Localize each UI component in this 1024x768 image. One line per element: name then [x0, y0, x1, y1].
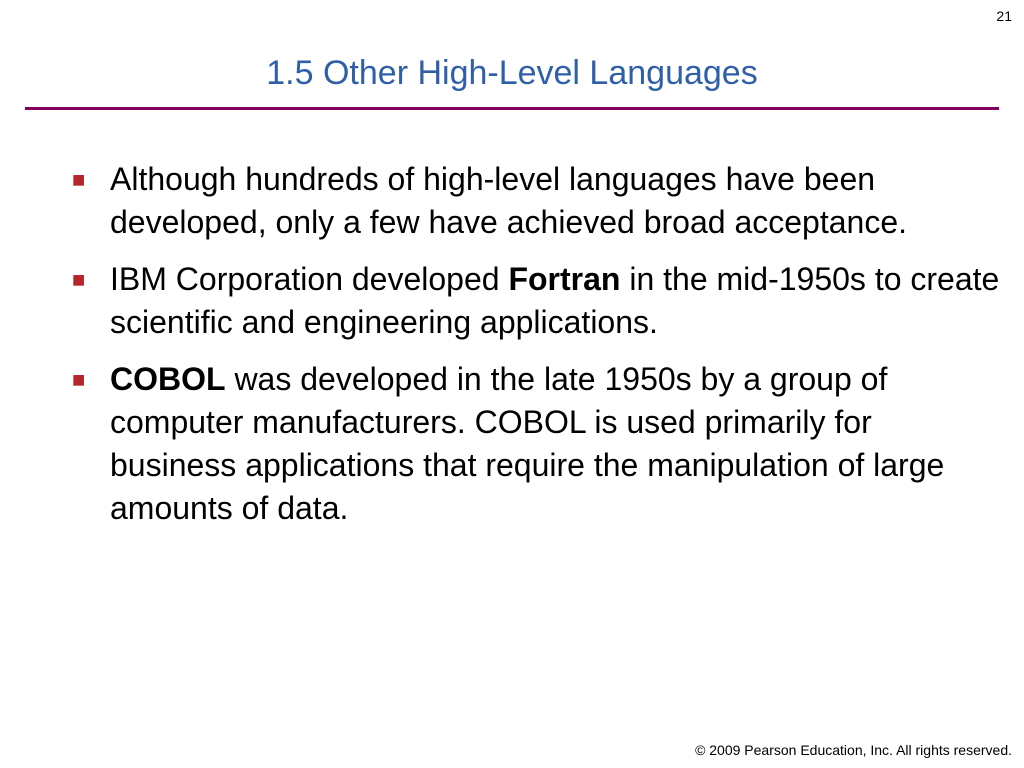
square-bullet-icon: ■	[72, 267, 86, 292]
bullet-text-end: in the mid-1950s to create scientific and engineering applications.	[110, 261, 1000, 340]
bullet-text-start: IBM Corporation developed	[110, 261, 509, 297]
title-divider	[25, 107, 999, 110]
bullet-item-3	[72, 358, 1002, 530]
slide-title: 1.5 Other High-Level Languages	[266, 54, 758, 92]
bullet-text-end: was developed in the late 1950s by a group of computer manufacturers. COBOL is used primarily for business applications that require the manipulation of large amounts of data.	[110, 361, 945, 526]
copyright-footer: © 2009 Pearson Education, Inc. All rights reserved.	[695, 742, 1012, 758]
bullet-bold-term: Fortran	[508, 261, 621, 297]
bullet-text: Although hundreds of high-level languages have been developed, only a few have achieved broad acceptance.	[110, 161, 907, 240]
slide-number: 21	[996, 8, 1012, 24]
bullet-item-2	[72, 258, 1002, 344]
bullet-bold-term: COBOL	[110, 361, 226, 397]
bullet-list	[72, 158, 1002, 544]
bullet-item-1	[72, 158, 1002, 244]
square-bullet-icon: ■	[72, 367, 86, 392]
square-bullet-icon: ■	[72, 167, 86, 192]
